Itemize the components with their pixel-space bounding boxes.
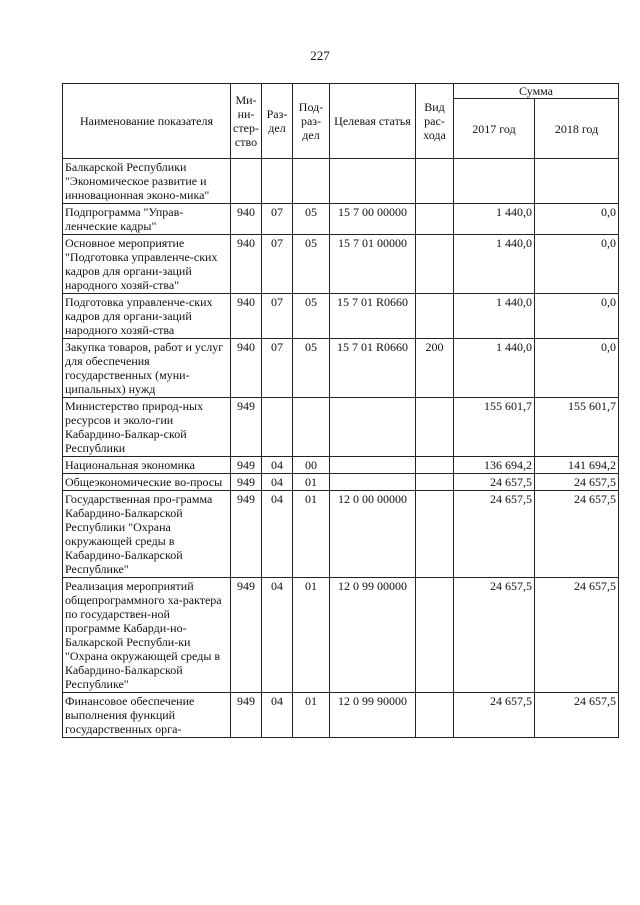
row-target (330, 474, 416, 491)
row-sum-2017: 24 657,5 (454, 578, 535, 693)
row-sum-2017 (454, 159, 535, 204)
row-sum-2018: 0,0 (535, 339, 619, 398)
row-ministry (231, 159, 262, 204)
row-subsection: 05 (293, 294, 330, 339)
row-subsection: 05 (293, 339, 330, 398)
row-name: Министерство природ-ных ресурсов и эколо-гии Кабардино-Балкар-ской Республики (63, 398, 231, 457)
row-expense-type (416, 693, 454, 738)
header-subsection: Под-раз-дел (293, 84, 330, 159)
header-name: Наименование показателя (63, 84, 231, 159)
row-sum-2017: 1 440,0 (454, 339, 535, 398)
table-body (63, 159, 619, 738)
row-name: Общеэкономические во-просы (63, 474, 231, 491)
page-number: 227 (310, 48, 330, 63)
row-section (262, 398, 293, 457)
row-sum-2018: 0,0 (535, 235, 619, 294)
row-name: Реализация мероприятий общепрограммного ха-рактера по государствен-ной программе Кабарди-но-Балкарской Республи-ки "Охрана окружающей среды в Кабардино-Балкарской Республике" (63, 578, 231, 693)
row-subsection: 00 (293, 457, 330, 474)
header-target: Целевая статья (330, 84, 416, 159)
row-sum-2017: 1 440,0 (454, 204, 535, 235)
row-name: Подпрограмма "Управ-ленческие кадры" (63, 204, 231, 235)
row-subsection: 01 (293, 578, 330, 693)
row-expense-type: 200 (416, 339, 454, 398)
row-target: 15 7 00 00000 (330, 204, 416, 235)
row-sum-2018: 141 694,2 (535, 457, 619, 474)
row-sum-2017: 24 657,5 (454, 693, 535, 738)
row-expense-type (416, 491, 454, 578)
row-target: 12 0 99 00000 (330, 578, 416, 693)
table-row (63, 159, 619, 204)
row-ministry: 940 (231, 204, 262, 235)
row-section: 07 (262, 204, 293, 235)
header-year-2018: 2018 год (535, 99, 619, 159)
row-target (330, 398, 416, 457)
row-sum-2017: 155 601,7 (454, 398, 535, 457)
row-subsection: 01 (293, 474, 330, 491)
row-section: 07 (262, 235, 293, 294)
row-name: Балкарской Республики "Экономическое развитие и инновационная эконо-мика" (63, 159, 231, 204)
row-section: 04 (262, 457, 293, 474)
row-section: 07 (262, 294, 293, 339)
row-section: 07 (262, 339, 293, 398)
table-row (63, 339, 619, 398)
row-target: 15 7 01 R0660 (330, 339, 416, 398)
table-row (63, 693, 619, 738)
row-name: Национальная экономика (63, 457, 231, 474)
row-target: 15 7 01 00000 (330, 235, 416, 294)
row-target: 12 0 00 00000 (330, 491, 416, 578)
row-section: 04 (262, 474, 293, 491)
row-section: 04 (262, 578, 293, 693)
row-name: Финансовое обеспечение выполнения функций государственных орга- (63, 693, 231, 738)
row-sum-2017: 1 440,0 (454, 235, 535, 294)
row-target: 12 0 99 90000 (330, 693, 416, 738)
table-row (63, 294, 619, 339)
row-expense-type (416, 204, 454, 235)
row-expense-type (416, 159, 454, 204)
row-section: 04 (262, 693, 293, 738)
row-subsection (293, 159, 330, 204)
row-sum-2017: 24 657,5 (454, 474, 535, 491)
row-sum-2017: 136 694,2 (454, 457, 535, 474)
row-section (262, 159, 293, 204)
row-ministry: 949 (231, 398, 262, 457)
header-ministry: Ми-ни-стер-ство (231, 84, 262, 159)
row-ministry: 949 (231, 491, 262, 578)
row-ministry: 949 (231, 578, 262, 693)
row-sum-2018: 0,0 (535, 294, 619, 339)
row-sum-2018: 0,0 (535, 204, 619, 235)
header-section: Раз-дел (262, 84, 293, 159)
row-expense-type (416, 578, 454, 693)
budget-table (62, 83, 619, 738)
table-row (63, 457, 619, 474)
header-sum: Сумма (454, 84, 619, 99)
row-name: Подготовка управленче-ских кадров для органи-заций народного хозяй-ства (63, 294, 231, 339)
row-subsection: 05 (293, 235, 330, 294)
row-expense-type (416, 294, 454, 339)
row-target (330, 457, 416, 474)
row-ministry: 940 (231, 339, 262, 398)
row-sum-2017: 24 657,5 (454, 491, 535, 578)
row-expense-type (416, 398, 454, 457)
row-sum-2018: 24 657,5 (535, 693, 619, 738)
row-ministry: 949 (231, 474, 262, 491)
row-target (330, 159, 416, 204)
row-sum-2018: 24 657,5 (535, 578, 619, 693)
row-target: 15 7 01 R0660 (330, 294, 416, 339)
row-sum-2018: 24 657,5 (535, 474, 619, 491)
row-ministry: 949 (231, 693, 262, 738)
row-subsection (293, 398, 330, 457)
row-expense-type (416, 474, 454, 491)
row-sum-2018 (535, 159, 619, 204)
table-row (63, 204, 619, 235)
row-sum-2018: 155 601,7 (535, 398, 619, 457)
row-expense-type (416, 457, 454, 474)
row-subsection: 05 (293, 204, 330, 235)
header-year-2017: 2017 год (454, 99, 535, 159)
table-row (63, 474, 619, 491)
row-ministry: 949 (231, 457, 262, 474)
row-name: Государственная про-грамма Кабардино-Балкарской Республики "Охрана окружающей среды в Кабардино-Балкарской Республике" (63, 491, 231, 578)
row-name: Закупка товаров, работ и услуг для обеспечения государственных (муни-ципальных) нужд (63, 339, 231, 398)
table-row (63, 578, 619, 693)
row-sum-2017: 1 440,0 (454, 294, 535, 339)
row-sum-2018: 24 657,5 (535, 491, 619, 578)
row-expense-type (416, 235, 454, 294)
row-ministry: 940 (231, 294, 262, 339)
row-section: 04 (262, 491, 293, 578)
table-row (63, 491, 619, 578)
table-row (63, 398, 619, 457)
row-name: Основное мероприятие "Подготовка управленче-ских кадров для органи-заций народного хозяй-ства" (63, 235, 231, 294)
table-row (63, 235, 619, 294)
row-subsection: 01 (293, 491, 330, 578)
row-ministry: 940 (231, 235, 262, 294)
row-subsection: 01 (293, 693, 330, 738)
header-expense-type: Вид рас-хода (416, 84, 454, 159)
